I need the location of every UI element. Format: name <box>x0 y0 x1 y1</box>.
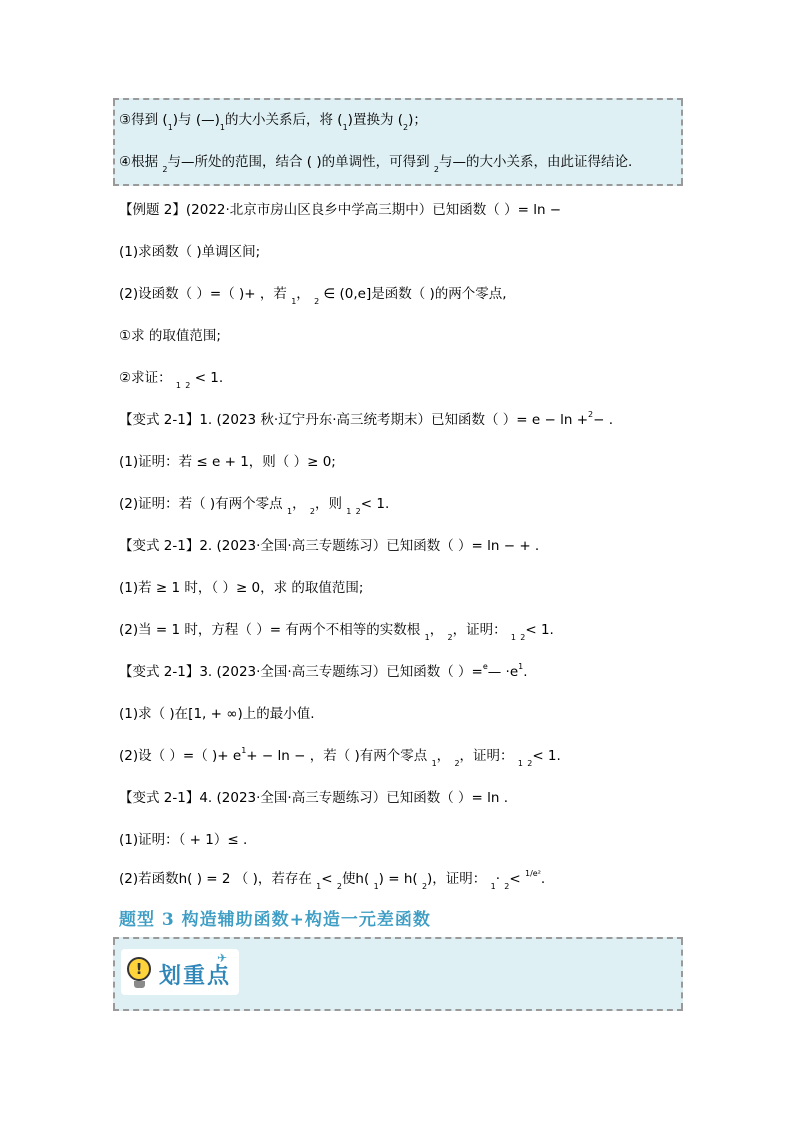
method-step-3: ③得到 $(_1)$与 $(—)_1$的大小关系后，将 $(_1)$置换为 $(_2)$； <box>119 112 427 132</box>
key-point-badge <box>121 949 239 995</box>
lightbulb-base <box>134 981 145 988</box>
example-2-q2: (2)设函数（ ）=（ )+ ，若 $_1$， $_2$ ∈ (0,e]是函数（ )的两个零点, <box>119 286 507 306</box>
section-3-heading: 题型 3 构造辅助函数+构造一元差函数 <box>119 910 431 930</box>
example-2-title: 【例题 2】(2022·北京市房山区良乡中学高三期中）已知函数（ ）= ln − <box>119 202 562 218</box>
example-2-q2-part2: ②求证： $_1$ $_2$ < 1. <box>119 370 224 390</box>
paper-plane-icon: ✈ <box>217 951 228 965</box>
variant-1-q1: (1)证明：若 ≤ e + 1，则（ ）≥ 0; <box>119 454 336 470</box>
key-point-label: 划重点 <box>159 964 232 989</box>
variant-4-q1: (1)证明：（ + 1）≤ . <box>119 832 248 848</box>
variant-4-q2: (2)若函数h( ) = 2 （ )，若存在 $_1$< $_2$使h( $_1$) = h( $_2$)，证明： $_1$· $_2$< $^{1/e^2}$. <box>119 869 546 891</box>
variant-4-title: 【变式 2-1】4. (2023·全国·高三专题练习）已知函数（ ）= ln . <box>119 790 509 806</box>
method-step-4: ④根据 $_2$与—所处的范围，结合 ( )的单调性，可得到 $_2$与—的大小关系，由此证得结论. <box>119 154 633 174</box>
variant-2-title: 【变式 2-1】2. (2023·全国·高三专题练习）已知函数（ ）= ln − + . <box>119 538 540 554</box>
example-2-q1: (1)求函数（ )单调区间; <box>119 244 261 260</box>
variant-3-q1: (1)求（ )在[1, + ∞)上的最小值. <box>119 706 315 722</box>
lightbulb-icon: ! <box>127 957 151 981</box>
variant-2-q2: (2)当 = 1 时，方程（ ）= 有两个不相等的实数根 $_1$， $_2$，证明： $_1$ $_2$< 1. <box>119 622 554 642</box>
variant-1-q2: (2)证明：若（ )有两个零点 $_1$， $_2$，则 $_1$ $_2$< 1. <box>119 496 390 516</box>
variant-1-title: 【变式 2-1】1. (2023 秋·辽宁丹东·高三统考期末）已知函数（ ）= e − ln +$^2$− . <box>119 410 614 428</box>
example-2-q2-part1: ①求 的取值范围; <box>119 328 221 344</box>
variant-3-q2: (2)设（ ）=（ )+ $e^1+ - \ln$ − ，若（ )有两个零点 $_1$， $_2$，证明： $_1$ $_2$< 1. <box>119 746 561 768</box>
variant-3-title: 【变式 2-1】3. (2023·全国·高三专题练习）已知函数（ ）=$^e$— $\cdot e^1$. <box>119 662 528 680</box>
variant-2-q1: (1)若 ≥ 1 时，（ ）≥ 0，求 的取值范围; <box>119 580 364 596</box>
